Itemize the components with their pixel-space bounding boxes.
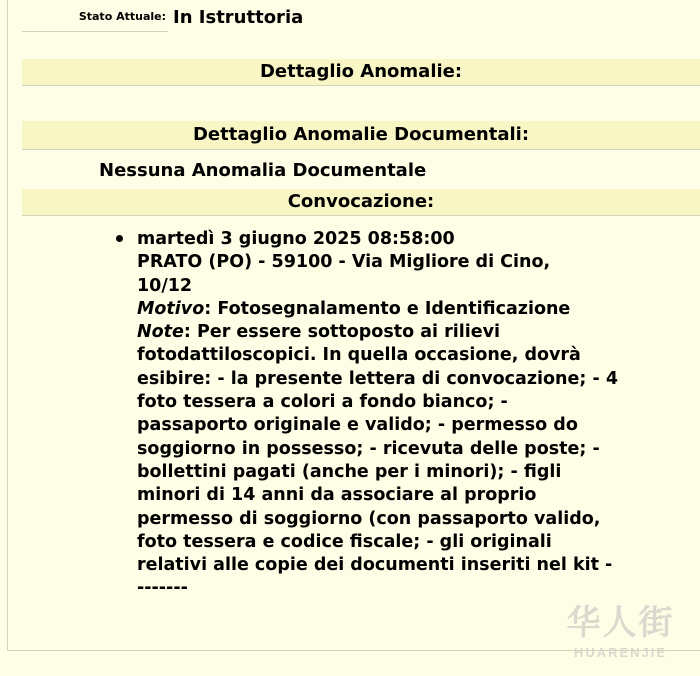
dettaglio-anomalie-documentali-header: [22, 121, 700, 150]
note-line: foto tessera e codice fiscale; - gli originali: [137, 531, 552, 552]
note-line: soggiorno in possesso; - ricevuta delle poste; -: [137, 438, 600, 459]
huarenjie-watermark: [548, 603, 693, 663]
nessuna-anomalia-text: Nessuna Anomalia Documentale: [99, 160, 427, 181]
bullet-icon: [116, 235, 123, 242]
note-line: relativi alle copie dei documenti inseriti nel kit -: [137, 555, 613, 576]
dettaglio-anomalie-header: [22, 59, 700, 86]
note-first-line: : Per essere sottoposto ai rilievi: [183, 322, 501, 343]
convocazione-list: [116, 228, 636, 601]
note-line: -------: [137, 578, 188, 599]
stato-value: In Istruttoria: [173, 7, 304, 28]
convocazione-datetime: martedì 3 giugno 2025 08:58:00: [137, 229, 455, 249]
convocazione-header: [22, 189, 700, 216]
motivo-value: : Fotosegnalamento e Identificazione: [204, 298, 571, 319]
motivo-label: Motivo: [137, 298, 205, 319]
watermark-latin-text: HUARENJIE: [573, 645, 668, 660]
note-line: bollettini pagati (anche per i minori); - figli: [137, 461, 562, 482]
convocazione-motivo: [137, 298, 636, 321]
convocazione-item: [116, 228, 636, 601]
note-line: permesso di soggiorno (con passaporto valido,: [137, 508, 601, 529]
stato-row: [22, 4, 700, 32]
dettaglio-anomalie-documentali-title: Dettaglio Anomalie Documentali:: [192, 124, 530, 145]
note-line: passaporto originale e valido; - permesso do: [137, 415, 578, 436]
dettaglio-anomalie-title: Dettaglio Anomalie:: [259, 61, 463, 82]
convocazione-address-line-1: PRATO (PO) - 59100 - Via Migliore di Cino,: [137, 252, 551, 273]
stato-label-underline: [22, 31, 168, 32]
note-line: minori di 14 anni da associare al proprio: [137, 485, 537, 506]
convocazione-title: Convocazione:: [287, 191, 435, 212]
stato-label: Stato Attuale:: [78, 10, 166, 23]
note-label: Note: [137, 322, 184, 343]
watermark-chinese-text: 华人街: [566, 603, 675, 643]
note-line: foto tessera a colori a fondo bianco; -: [137, 392, 508, 413]
left-border-line: [7, 0, 8, 650]
convocazione-note: [137, 321, 636, 344]
note-line: fotodattiloscopici. In quella occasione, dovrà: [137, 345, 581, 366]
convocazione-address-line-2: 10/12: [137, 275, 193, 296]
note-line: esibire: - la presente lettera di convocazione; - 4: [137, 368, 618, 389]
